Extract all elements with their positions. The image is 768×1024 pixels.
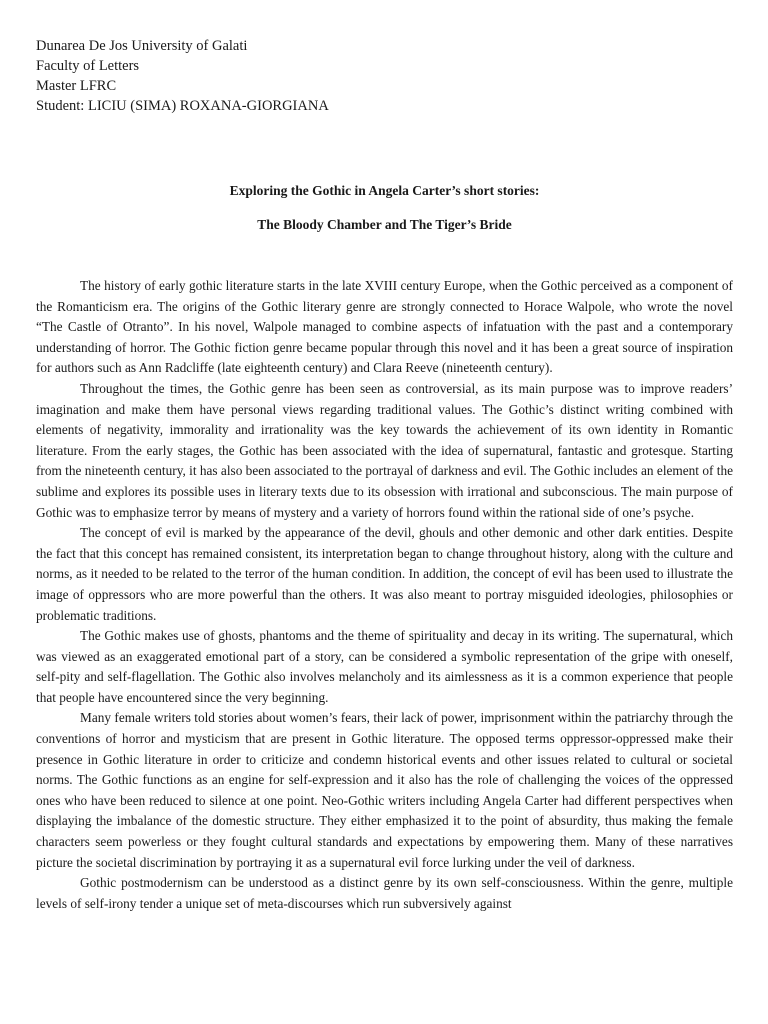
header-university: Dunarea De Jos University of Galati <box>36 38 248 54</box>
header-student: Student: LICIU (SIMA) ROXANA-GIORGIANA <box>36 98 329 114</box>
document-body <box>36 276 733 914</box>
document-subtitle: The Bloody Chamber and The Tiger’s Bride <box>257 217 512 232</box>
document-title: Exploring the Gothic in Angela Carter’s short stories: <box>229 183 540 198</box>
paragraph: Many female writers told stories about women’s fears, their lack of power, imprisonment within the patriarchy through the conventions of horror and mysticism that are present in Gothic literature. The opposed terms oppressor-oppressed make their presence in Gothic literature in order to criticize and condemn historical events and other issues related to cultural or societal norms. The Gothic functions as an engine for self-expression and it also has the role of challenging the voices of the oppressed ones who have been reduced to silence at one point. Neo-Gothic writers including Angela Carter had different perspectives when displaying the imbalance of the domestic structure. They either emphasized it to the point of absurdity, thus making the female characters seem powerless or they fought cultural standards and expectations by empowering them. Many of these narratives picture the societal discrimination by portraying it as a supernatural evil force lurking under the veil of darkness. <box>36 710 733 870</box>
document-page <box>36 36 733 914</box>
paragraph: The history of early gothic literature starts in the late XVIII century Europe, when the Gothic perceived as a component of the Romanticism era. The origins of the Gothic literary genre are strongly connected to Horace Walpole, who wrote the novel “The Castle of Otranto”. In his novel, Walpole managed to combine aspects of infatuation with the past and a contemporary understanding of horror. The Gothic fiction genre became popular through this novel and it has been a great source of inspiration for authors such as Ann Radcliffe (late eighteenth century) and Clara Reeve (nineteenth century). <box>36 278 733 376</box>
paragraph: Throughout the times, the Gothic genre has been seen as controversial, as its main purpose was to improve readers’ imagination and make them have personal views regarding traditional values. The Gothic’s distinct writing combined with elements of negativity, immorality and irrationality was the key towards the achievement of its own identity in Romantic literature. From the early stages, the Gothic has been associated with the idea of supernatural, fantastic and grotesque. Starting from the nineteenth century, it has also been associated to the portrayal of darkness and evil. The Gothic includes an element of the sublime and explores its possible uses in literary texts due to its obsession with irrational and subconscious. The main purpose of Gothic was to emphasize terror by means of mystery and a variety of horrors found within the rational side of one’s psyche. <box>36 380 733 520</box>
header-block <box>36 36 733 116</box>
header-faculty: Faculty of Letters <box>36 58 140 74</box>
header-program: Master LFRC <box>36 78 117 94</box>
paragraph: The Gothic makes use of ghosts, phantoms and the theme of spirituality and decay in its writing. The supernatural, which was viewed as an exaggerated emotional part of a story, can be considered a symbolic representation of the gripe with oneself, self-pity and self-flagellation. The Gothic also involves melancholy and its aimlessness as it is a common experience that people that people have encountered since the very beginning. <box>36 628 733 705</box>
paragraph: The concept of evil is marked by the appearance of the devil, ghouls and other demonic and other dark entities. Despite the fact that this concept has remained consistent, its interpretation began to change throughout history, along with the culture and norms, as it needed to be related to the terror of the human condition. In addition, the concept of evil has been used to illustrate the image of oppressors who are more powerful than the others. It was also meant to portray misguided ideologies, philosophies or problematic traditions. <box>36 525 733 623</box>
paragraph: Gothic postmodernism can be understood as a distinct genre by its own self-consciousness. Within the genre, multiple levels of self-irony tender a unique set of meta-discourses which run subversively against <box>36 875 733 911</box>
title-block <box>36 182 733 234</box>
